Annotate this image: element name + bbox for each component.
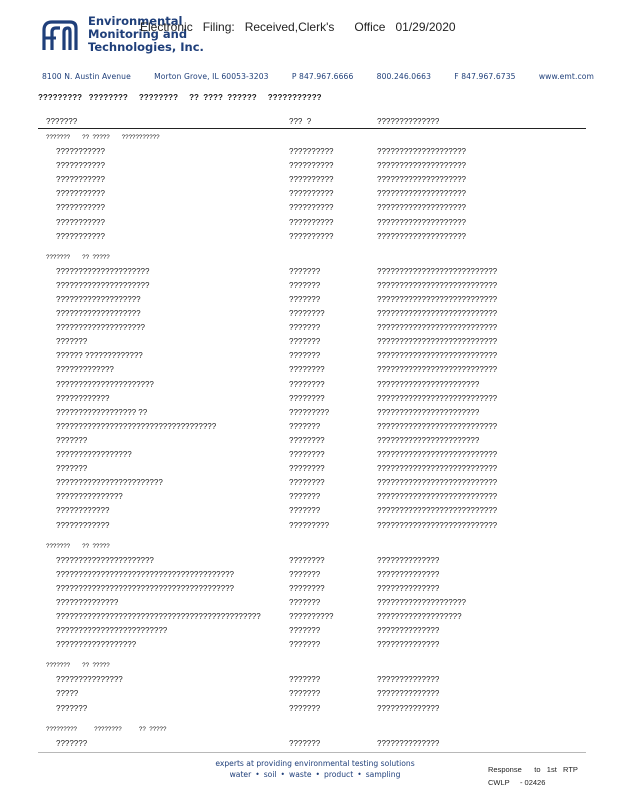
row-analyte: ??????? xyxy=(56,738,88,748)
row-method: ???????????????????? xyxy=(377,231,466,241)
row-analyte: ????????????? xyxy=(56,365,114,375)
row-method: ?????????????? xyxy=(377,689,440,699)
row-result: ???????? xyxy=(289,478,325,488)
row-method: ?????????????? xyxy=(377,640,440,650)
column-header-3: ?????????????? xyxy=(377,117,440,126)
row-analyte: ??????????? xyxy=(56,147,105,156)
row-result: ??????? xyxy=(289,597,321,607)
row-result: ??????? xyxy=(289,337,321,347)
row-result: ???????? xyxy=(289,365,325,375)
row-analyte: ??????????? xyxy=(56,175,105,185)
address-bar xyxy=(42,72,594,81)
row-analyte: ??????????????? xyxy=(56,675,123,685)
row-method: ??????????????????????????? xyxy=(377,294,498,304)
row-method: ?????????????? xyxy=(377,569,440,579)
row-method: ??????????????????????????? xyxy=(377,280,498,290)
bullet-separator: • xyxy=(255,770,260,779)
row-result: ??????? xyxy=(289,266,321,276)
row-result: ????????? xyxy=(289,520,330,530)
service-item: soil xyxy=(263,770,277,779)
row-result: ???????? xyxy=(289,379,325,389)
row-method: ?????????????? xyxy=(377,738,440,748)
row-analyte: ???????????? xyxy=(56,506,110,516)
city-address: Morton Grove, IL 60053-3203 xyxy=(154,72,269,81)
row-analyte: ??????????????? xyxy=(56,492,123,502)
row-analyte: ?????????????????? ?? xyxy=(56,407,148,417)
row-analyte: ?????????????????????????????????????????????? xyxy=(56,612,261,621)
section-label: ??????? ?? ????? xyxy=(46,542,110,550)
row-result: ??????? xyxy=(289,569,321,579)
row-method: ??????????????????????? xyxy=(377,407,480,417)
row-result: ??????? xyxy=(289,421,321,431)
company-name-line: Monitoring and xyxy=(88,27,188,41)
row-analyte: ?????????????????????? xyxy=(56,555,154,565)
row-method: ??????????????????????????? xyxy=(377,492,498,502)
row-result: ???????? xyxy=(289,393,325,403)
service-item: sampling xyxy=(365,770,401,779)
row-analyte: ??????? xyxy=(56,435,88,445)
row-analyte: ?????????????? xyxy=(56,597,119,607)
row-method: ?????????????? xyxy=(377,626,440,636)
row-analyte: ????????????????? xyxy=(56,450,132,459)
row-analyte: ???????????????????????????????????????? xyxy=(56,569,234,579)
row-analyte: ??????????? xyxy=(56,217,105,227)
row-method: ?????????????? xyxy=(377,555,440,565)
row-result: ?????????? xyxy=(289,231,334,241)
toll-free-number: 800.246.0663 xyxy=(376,72,431,81)
row-method: ??????????????????????????? xyxy=(377,337,498,347)
row-method: ??????????????????????????? xyxy=(377,450,498,459)
row-method: ???????????????????? xyxy=(377,217,466,227)
row-method: ???????????????????? xyxy=(377,189,466,199)
company-name-line: Technologies, Inc. xyxy=(88,40,204,54)
row-analyte: ???????????????????????????????????? xyxy=(56,421,217,431)
row-analyte: ????????????????????????? xyxy=(56,626,168,636)
row-method: ??????????????????????????? xyxy=(377,478,498,488)
row-analyte: ??????????????????? xyxy=(56,309,141,318)
row-result: ???????? xyxy=(289,583,325,593)
service-item: water xyxy=(229,770,252,779)
row-method: ??????????????????????????? xyxy=(377,365,498,375)
column-header-2: ??? ? xyxy=(289,117,312,126)
row-method: ??????????????????????????? xyxy=(377,506,498,516)
row-method: ??????????????????????? xyxy=(377,379,480,389)
row-method: ???????????????????? xyxy=(377,175,466,185)
row-analyte: ???????????????????? xyxy=(56,323,145,333)
row-method: ?????????????? xyxy=(377,583,440,593)
phone-number: P 847.967.6666 xyxy=(291,72,354,81)
row-result: ?????????? xyxy=(289,175,334,185)
row-result: ???????? xyxy=(289,555,325,565)
bullet-separator: • xyxy=(280,770,286,779)
row-result: ???????? xyxy=(289,309,325,318)
row-result: ????????? xyxy=(289,407,330,417)
row-result: ??????? xyxy=(289,323,321,333)
row-analyte: ???????????? xyxy=(56,520,110,530)
row-result: ???????? xyxy=(289,450,325,459)
row-method: ??????????????????????????? xyxy=(377,351,498,361)
row-method: ??????????????????? xyxy=(377,612,462,621)
row-result: ?????????? xyxy=(289,161,334,171)
row-result: ??????? xyxy=(289,640,321,650)
row-analyte: ????? xyxy=(56,689,79,699)
services-list xyxy=(170,769,460,780)
emt-logo-icon xyxy=(40,16,80,56)
fax-number: F 847.967.6735 xyxy=(454,72,516,81)
row-analyte: ????????????????????? xyxy=(56,280,150,290)
document-subtitle: ????????? ???????? ???????? ?? ???? ?????? ??????????? xyxy=(38,93,322,102)
row-result: ?????????? xyxy=(289,203,334,213)
row-result: ??????? xyxy=(289,675,321,685)
response-label xyxy=(488,763,578,789)
row-method: ??????????????????????????? xyxy=(377,464,498,474)
row-method: ???????????????????? xyxy=(377,203,466,213)
row-result: ??????? xyxy=(289,506,321,516)
website-link[interactable]: www.emt.com xyxy=(538,72,594,81)
row-method: ???????????????????? xyxy=(377,147,466,156)
tagline-text: experts at providing environmental testing solutions xyxy=(215,759,415,768)
footer-divider xyxy=(38,752,586,753)
row-result: ??????? xyxy=(289,689,321,699)
row-method: ??????????????????????????? xyxy=(377,520,498,530)
row-analyte: ??????????? xyxy=(56,231,105,241)
row-result: ??????? xyxy=(289,492,321,502)
header-divider xyxy=(38,128,586,129)
section-label: ??????? ?? ????? xyxy=(46,253,110,261)
row-analyte: ??????????????????? xyxy=(56,294,141,304)
row-analyte: ??????? xyxy=(56,703,88,713)
footer-tagline xyxy=(170,758,460,780)
row-result: ?????????? xyxy=(289,147,334,156)
row-method: ?????????????? xyxy=(377,675,440,685)
row-analyte: ??????????? xyxy=(56,203,105,213)
row-result: ?????????? xyxy=(289,189,334,199)
row-method: ?????????????? xyxy=(377,703,440,713)
row-analyte: ???????????????????????????????????????? xyxy=(56,583,234,593)
row-analyte: ?????????????????????? xyxy=(56,379,154,389)
row-result: ??????? xyxy=(289,294,321,304)
row-result: ??????? xyxy=(289,280,321,290)
row-result: ?????????? xyxy=(289,217,334,227)
row-result: ??????? xyxy=(289,626,321,636)
row-result: ??????? xyxy=(289,351,321,361)
row-analyte: ??????????? xyxy=(56,161,105,171)
section-label: ??????? ?? ????? ??????????? xyxy=(46,134,160,141)
response-line: CWLP - 02426 xyxy=(488,778,546,787)
service-item: product xyxy=(324,770,354,779)
row-method: ??????????????????????? xyxy=(377,435,480,445)
row-result: ??????? xyxy=(289,738,321,748)
row-method: ??????????????????????????? xyxy=(377,393,498,403)
bullet-separator: • xyxy=(315,770,320,779)
response-line: Response to 1st RTP xyxy=(488,765,578,774)
row-result: ?????????? xyxy=(289,612,334,621)
row-result: ???????? xyxy=(289,464,325,474)
row-analyte: ?????????????????? xyxy=(56,640,137,650)
street-address: 8100 N. Austin Avenue xyxy=(42,72,131,81)
row-analyte: ??????????? xyxy=(56,189,105,199)
section-label: ??????? ?? ????? xyxy=(46,662,110,670)
row-analyte: ???????????????????????? xyxy=(56,478,163,488)
row-method: ???????????????????? xyxy=(377,597,466,607)
row-method: ???????????????????? xyxy=(377,161,466,171)
row-method: ??????????????????????????? xyxy=(377,309,498,318)
filing-stamp: Electronic Filing: Received,Clerk's Office 01/29/2020 xyxy=(140,20,456,34)
row-analyte: ????????????????????? xyxy=(56,266,150,276)
service-item: waste xyxy=(289,770,312,779)
section-label: ????????? ???????? ?? ????? xyxy=(46,725,167,733)
row-result: ???????? xyxy=(289,435,325,445)
row-analyte: ???????????? xyxy=(56,393,110,403)
row-analyte: ??????? xyxy=(56,464,88,474)
bullet-separator: • xyxy=(357,770,362,779)
column-header-1: ??????? xyxy=(46,117,78,126)
row-analyte: ?????? ????????????? xyxy=(56,351,143,361)
row-method: ??????????????????????????? xyxy=(377,421,498,431)
row-method: ??????????????????????????? xyxy=(377,266,498,276)
company-name-line: Environmental xyxy=(88,14,183,28)
row-result: ??????? xyxy=(289,703,321,713)
row-method: ??????????????????????????? xyxy=(377,323,498,333)
row-analyte: ??????? xyxy=(56,337,88,347)
